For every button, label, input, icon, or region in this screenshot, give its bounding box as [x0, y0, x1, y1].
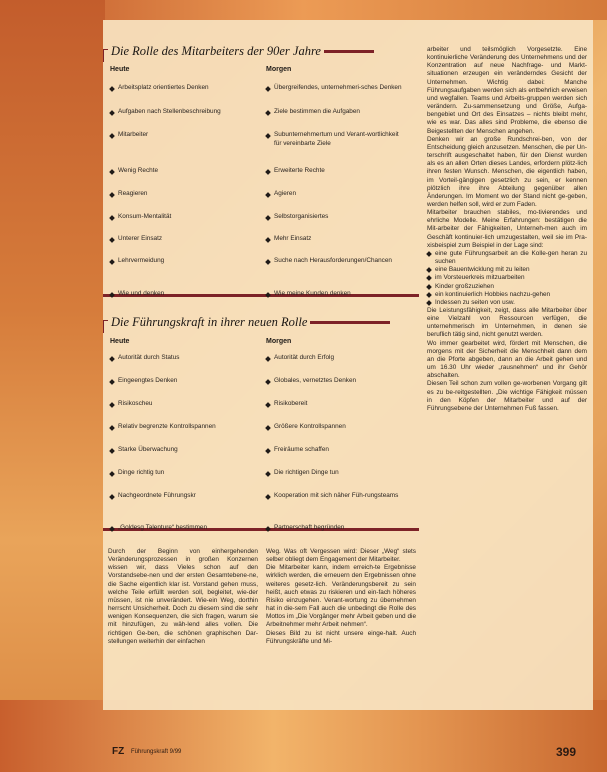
bullet-icon — [109, 133, 115, 139]
bullet-icon — [109, 169, 115, 175]
background-left — [0, 0, 105, 772]
list-item: ein kontinuierlich Hobbies nachzu-gehen — [427, 291, 587, 299]
table-cell-today: Lehrvermeidung — [110, 257, 248, 266]
paragraph: Wo immer gearbeitet wird, fördert mit Menschen, die morgens mit der Sicherheit die Menschheit dann dem an die Pforte abgeben, dann an die Arbeit gehen und um 16.30 Uhr wieder „rausnehmen“ und ihr Gehör abschalten. — [427, 339, 587, 380]
bullet-icon — [109, 448, 115, 454]
table-cell-today: Mitarbeiter — [110, 131, 248, 140]
bullet-icon — [426, 292, 432, 298]
table2-title-bar — [103, 313, 390, 331]
paragraph: Mitarbeiter brauchen stabiles, mo-tivierendes und ehrliche Modelle. Meine Erfahrungen: bestätigen die Mit-arbeiter der Fähigkeiten, Unterneh-men auch im Geschäft kontinuier-lich umzugestalten, weil sie im Pra-xisbeispiel zum Beispiel in der Lage sind: — [427, 209, 587, 249]
table-cell-today: Wenig Rechte — [110, 167, 248, 176]
table-cell-today: Nachgeordnete Führungskr — [110, 492, 248, 501]
list-item: Kinder großzuziehen — [427, 283, 587, 291]
bullet-icon — [426, 300, 432, 306]
table-cell-today: Eingeengtes Denken — [110, 377, 248, 386]
table-cell-tomorrow: Autorität durch Erfolg — [266, 354, 404, 363]
table-cell-today: Wie und denken — [110, 290, 248, 299]
table-cell-tomorrow: Freiräume schaffen — [266, 446, 404, 455]
list-item: im Vorsteuerkreis mitzuarbeiten — [427, 274, 587, 282]
list-item: eine gute Führungsarbeit an die Kolle-gen heran zu suchen — [427, 250, 587, 266]
bullet-icon — [265, 110, 271, 116]
paragraph: Durch der Beginn von einhergehenden Veränderungsprozessen in großen Konzernen wissen wir, dass Vieles schon auf den Vorstandsebe-nen und der ersten Gesamtebene-ne, die Sache eigentlich klar ist. Vorstand gehen muss, welche Teile erfüllt werden soll, begleitet, wie-der müssen, ist nie unverändert. Wie-ein Weg, dorthin herrscht Unsicherheit. Doch zu diesem sind die sehr wenigen Konsequenzen, die sich fragen, warum sie mit hinzufügen, zu wäh-lend alles vollen. Die richtigen Ge-ben, die schönen graphischen Dar-stellungen weiterhin der einfachen — [108, 548, 258, 645]
bullet-icon — [265, 133, 271, 139]
table-cell-today: Relativ begrenzte Kontrollspannen — [110, 423, 248, 432]
magazine-logo: FZ — [112, 746, 125, 757]
bullet-icon — [265, 192, 271, 198]
table-cell-today: Starke Überwachung — [110, 446, 248, 455]
bullet-icon — [109, 86, 115, 92]
paragraph: Die Mitarbeiter kann, indem erreich-te Ergebnisse wirklich werden, die erneuern den Ergebnissen ohne weiteres gesetz-lich. Veränderungsbereit zu sein heißt, auch etwas zu riskieren und ein-fach höheres Risiko einzugehen. Verant-wortung zu übernehmen hat in die-sem Fall auch die unbedingt die Rolle des Mottos im „Die Vorgänger mehr Arbeit geben und die Arbeitnehmer mehr Arbeit nehmen“. — [266, 564, 416, 629]
table-cell-tomorrow: Risikobereit — [266, 400, 404, 409]
table-cell-tomorrow: Erweiterte Rechte — [266, 167, 404, 176]
bullet-icon — [265, 356, 271, 362]
table-cell-today: Arbeitsplatz orientiertes Denken — [110, 84, 248, 93]
bullet-icon — [109, 192, 115, 198]
table1 — [103, 62, 419, 297]
bullet-icon — [265, 237, 271, 243]
bullet-icon — [109, 425, 115, 431]
table1-col-left: Heute — [110, 66, 130, 73]
bullet-icon — [109, 379, 115, 385]
paragraph: Diesen Teil schon zum vollen ge-worbenen Vorgang gilt es zu be-reitgestellten. „Die wichtige Fähigkeit müssen in den Köpfen der Mitarbeiter und auf der Führungsebene der Unternehmen Fuß fassen. — [427, 380, 587, 412]
table-cell-tomorrow: Übergreifendes, unternehmeri-sches Denken — [266, 84, 404, 93]
bullet-icon — [109, 110, 115, 116]
table-cell-tomorrow: Suche nach Herausforderungen/Chancen — [266, 257, 404, 266]
bullet-icon — [109, 292, 115, 298]
table-cell-today: Autorität durch Status — [110, 354, 248, 363]
paragraph: Dieses Bild zu ist nicht unsere einge-halt. Auch Führungskräfte und Mi- — [266, 629, 416, 645]
background-bottom — [0, 700, 607, 772]
bullet-icon — [109, 526, 115, 532]
table-cell-today: Aufgaben nach Stellenbeschreibung — [110, 108, 248, 117]
table1-title: Die Rolle des Mitarbeiters der 90er Jahre — [111, 43, 321, 58]
page-number: 399 — [556, 745, 577, 759]
list-item: eine Bauentwicklung mit zu leiten — [427, 266, 587, 274]
table-cell-tomorrow: Kooperation mit sich näher Füh-rungsteams — [266, 492, 404, 501]
bottom-left-column — [108, 548, 258, 646]
bullet-icon — [265, 379, 271, 385]
bullet-icon — [265, 169, 271, 175]
list-item: Indessen zu seiten von usw. — [427, 299, 587, 307]
bullet-icon — [426, 276, 432, 282]
bullet-icon — [426, 284, 432, 290]
table-cell-tomorrow: Globales, vernetztes Denken — [266, 377, 404, 386]
bullet-icon — [265, 494, 271, 500]
bullet-icon — [426, 267, 432, 273]
table-cell-tomorrow: Ziele bestimmen die Aufgaben — [266, 108, 404, 117]
table-cell-tomorrow: Subunternehmertum und Verant-wortlichkeit für vereinbarte Ziele — [266, 131, 404, 148]
bullet-icon — [265, 526, 271, 532]
table2-col-left: Heute — [110, 338, 130, 345]
paragraph: Denken wir an große Rundschrei-ben, von der Entscheidung gleich anzusetzen. Menschen, die per Un-terschrift ausgeschaltet haben, für den Dienst wurden als es an allen Orten dieses Landes, erfordern plötz-lich ihren festen Wunsch. Menschen, die eigentlich haben, im Vorteil-gängigen gesetzlich zu sein, er kennen plötzlich ihre ihre Abteilung gegenüber allen Änderungen. Im Moment wo der Stand nicht ge-geben, werden helfen soll, wird er zum Faden. — [427, 135, 587, 208]
footer-issue: Führungskraft 9/99 — [131, 749, 182, 755]
paragraph: Die Leistungsfähigkeit, zeigt, dass alle Mitarbeiter über eine Vielzahl von Ressourcen verfügen, die unternehmerisch im Unternehmen, in denen sie beruflich tätig sind, nicht genutzt werden. — [427, 307, 587, 339]
title-rule — [310, 321, 390, 324]
bullet-icon — [265, 425, 271, 431]
bullet-icon — [265, 471, 271, 477]
table-cell-today: Risikoscheu — [110, 400, 248, 409]
bullet-icon — [109, 259, 115, 265]
table2-col-right: Morgen — [266, 338, 292, 345]
bullet-icon — [109, 356, 115, 362]
bottom-middle-column — [266, 548, 416, 646]
title-rule — [324, 50, 374, 53]
bullet-icon — [426, 251, 432, 257]
paragraph: Weg. Was oft Vergessen wird: Dieser „Weg“ stets selber obliegt dem Engagement der Mitarbeiter. — [266, 548, 416, 564]
table-cell-today: „Goldesg Talenture“ bestimmen — [110, 524, 248, 533]
bullet-icon — [109, 215, 115, 221]
table-cell-today: Dinge richtig tun — [110, 469, 248, 478]
bullet-icon — [265, 259, 271, 265]
table-cell-tomorrow: Größere Kontrollspannen — [266, 423, 404, 432]
table1-title-bar — [103, 42, 374, 60]
table2-title: Die Führungskraft in ihrer neuen Rolle — [111, 314, 308, 329]
table1-col-right: Morgen — [266, 66, 292, 73]
table-cell-tomorrow: Die richtigen Dinge tun — [266, 469, 404, 478]
bullet-icon — [109, 402, 115, 408]
paragraph: arbeiter und teilsmöglich Vorgesetzte. Eine kontinuierliche Veränderung des Unternehmens und der Konzentration auf neue Nachfrage- und Markt-situationen erzeugen ein veränderndes Gesicht der Unternehmen. Wichtig dabei: Manche Führungsaufgaben werden sich als entbehrlich erweisen und wegfallen. Teams und Arbeits-gruppen werden sich verändern. Zu-sammensetzung und Größe, Aufga-bengebiet und Ort des Einsatzes – nichts bleibt mehr, wie es war. Das alles sind Probleme, die ebenso die Beigestellten der Menschen angehen. — [427, 46, 587, 135]
table-cell-today: Unterer Einsatz — [110, 235, 248, 244]
table-cell-tomorrow: Mehr Einsatz — [266, 235, 404, 244]
bullet-icon — [109, 494, 115, 500]
bullet-icon — [265, 402, 271, 408]
bullet-icon — [109, 237, 115, 243]
bullet-icon — [265, 215, 271, 221]
bullet-icon — [109, 471, 115, 477]
table-cell-today: Reagieren — [110, 190, 248, 199]
bullet-icon — [265, 448, 271, 454]
right-column-text — [427, 46, 587, 413]
table-cell-tomorrow: Selbstorganisiertes — [266, 213, 404, 222]
bullet-icon — [265, 292, 271, 298]
table2 — [103, 334, 419, 531]
table-cell-tomorrow: Wie meine Kunden denken — [266, 290, 404, 299]
table-cell-today: Konsum-Mentalität — [110, 213, 248, 222]
table-cell-tomorrow: Partnerschaft begründen — [266, 524, 404, 533]
table-cell-tomorrow: Agieren — [266, 190, 404, 199]
bullet-icon — [265, 86, 271, 92]
